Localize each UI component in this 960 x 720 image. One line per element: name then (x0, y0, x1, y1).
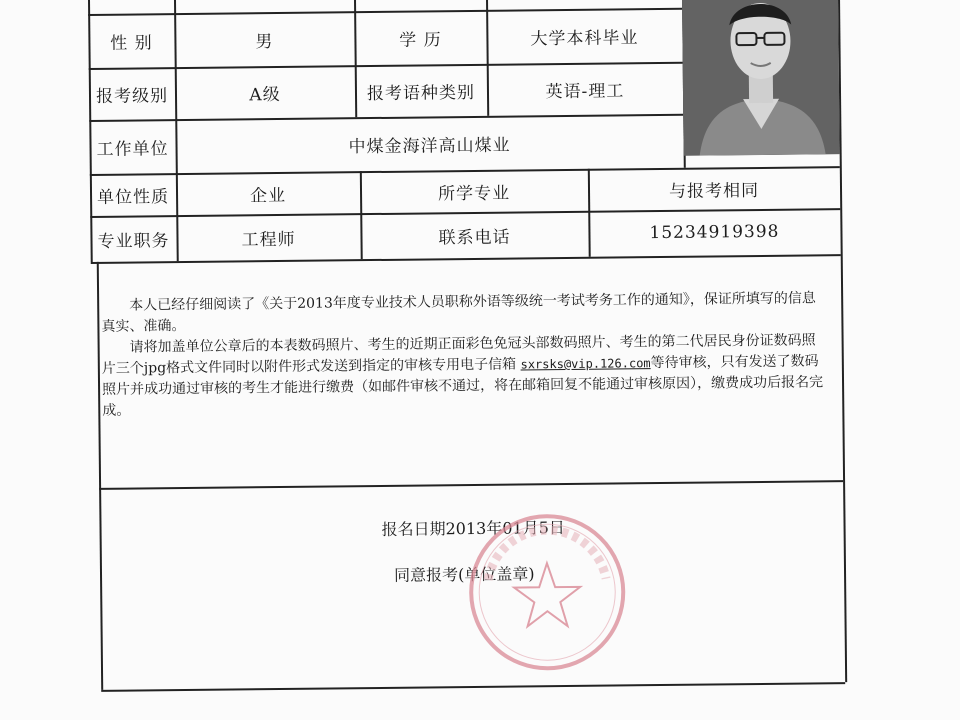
unit-consent-stamp-label: 同意报考(单位盖章) (393, 564, 535, 585)
declaration-paragraph-2 (102, 330, 825, 422)
phone-value: 15234919398 (649, 221, 780, 244)
gender-label: 性 别 (110, 32, 153, 54)
education-value: 大学本科毕业 (530, 27, 639, 49)
employer-type-value: 企业 (249, 185, 287, 206)
exam-level-value: A级 (249, 84, 281, 105)
title-value: 工程师 (241, 229, 296, 250)
employer-type-label: 单位性质 (96, 186, 170, 208)
gender-value: 男 (255, 31, 274, 52)
education-label: 学 历 (399, 29, 442, 51)
col-line (838, 0, 847, 682)
registration-date: 报名日期2013年01月5日 (381, 518, 565, 539)
phone-label: 联系电话 (438, 227, 511, 248)
official-seal (463, 508, 631, 676)
major-label: 所学专业 (437, 183, 511, 204)
title-label: 专业职务 (97, 230, 170, 252)
row-line (99, 480, 843, 489)
form-bottom-line (101, 682, 845, 691)
employer-label: 工作单位 (96, 138, 169, 160)
email-link[interactable]: sxrsks@vip.126.com (520, 356, 651, 372)
employer-value: 中煤金海洋高山煤业 (348, 135, 511, 157)
declaration-text (101, 288, 824, 422)
exam-level-label: 报考级别 (95, 85, 169, 107)
major-value: 与报考相同 (668, 180, 760, 202)
instructions-text-continued: 等待审核，只有发送了数码照片并成功通过审核的考生才能进行缴费（如邮件审核不通过，将在邮箱回复不能通过审核原因），缴费成功后报名完成。 (101, 353, 824, 419)
applicant-photo (682, 0, 840, 156)
language-type-value: 英语-理工 (545, 80, 625, 102)
instructions-text: 请将加盖单位公章后的本表数码照片、考生的近期正面彩色免冠头部数码照片、考生的第二代居民身份证数码照片三个jpg格式文件同时以附件形式发送到指定的审核专用电子信箱 (101, 332, 816, 377)
registration-form (88, 0, 847, 692)
language-type-label: 报考语种类别 (366, 82, 476, 104)
declaration-paragraph-1: 本人已经仔细阅读了《关于2013年度专业技术人员职称外语等级统一考试考务工作的通知》，保证所填写的信息真实、准确。 (101, 290, 816, 335)
